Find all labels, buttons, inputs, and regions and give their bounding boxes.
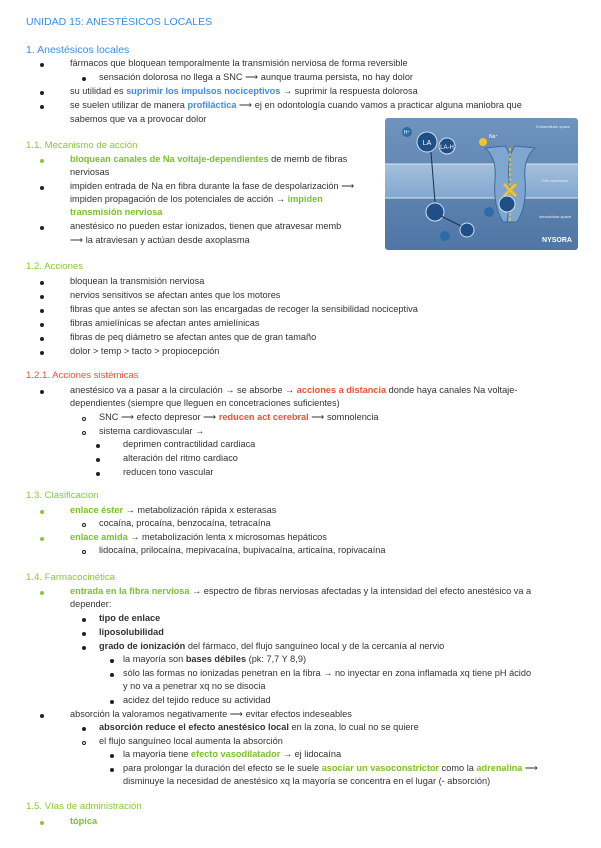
bullet bbox=[82, 618, 86, 622]
bullet bbox=[40, 323, 44, 327]
text-line: entrada en la fibra nerviosa → espectro de fibras nerviosas afectadas y la intensidad del efecto anestésico va a bbox=[70, 586, 532, 596]
bullet bbox=[110, 754, 114, 758]
list-item: alteración del ritmo cardiaco bbox=[123, 453, 238, 463]
bullet bbox=[96, 444, 100, 448]
list-item: dolor > temp > tacto > propiocepción bbox=[70, 346, 220, 356]
list-item: nervios sensitivos se afectan antes que los motores bbox=[70, 290, 281, 300]
bullet bbox=[82, 727, 86, 731]
bullet bbox=[82, 77, 86, 81]
nysora-logo: NYSORA bbox=[542, 237, 572, 244]
bullet bbox=[110, 768, 114, 772]
text-line: cocaína, procaína, benzocaína, tetracaína bbox=[99, 518, 271, 528]
bullet bbox=[40, 390, 44, 394]
bullet bbox=[40, 281, 44, 285]
bullet bbox=[40, 510, 44, 514]
document-title: UNIDAD 15: ANESTÉSICOS LOCALES bbox=[26, 16, 213, 28]
text-line: disminuye la necesidad de anestésico xq la mayoría se concentra en el lugar (- absorción) bbox=[123, 776, 491, 786]
text-line: su utilidad es suprimir los impulsos nociceptivos → suprimir la respuesta dolorosa bbox=[70, 86, 418, 96]
bullet bbox=[110, 659, 114, 663]
text-line: acidez del tejido reduce su actividad bbox=[123, 695, 271, 705]
bullet bbox=[40, 337, 44, 341]
bullet bbox=[40, 226, 44, 230]
text-line: se suelen utilizar de manera profiláctica ⟶ ej en odontología cuando vamos a practicar alguna maniobra que bbox=[70, 100, 522, 110]
text-line: para prolongar la duración del efecto se le suele asociar un vasoconstrictor como la adrenalina ⟶ bbox=[123, 763, 539, 773]
bullet bbox=[82, 646, 86, 650]
bullet bbox=[40, 351, 44, 355]
text-line: nerviosas bbox=[70, 167, 110, 177]
text-line: grado de ionización del fármaco, del flujo sanguíneo local y de la cercanía al nervio bbox=[99, 641, 445, 651]
bullet bbox=[40, 159, 44, 163]
bullet bbox=[40, 186, 44, 190]
h-label: H⁺ bbox=[403, 130, 411, 136]
bullet bbox=[40, 714, 44, 718]
list-item: deprimen contractilidad cardiaca bbox=[123, 439, 256, 449]
bullet bbox=[40, 309, 44, 313]
text-line: absorción reduce el efecto anestésico local en la zona, lo cual no se quiere bbox=[99, 722, 419, 732]
side-label-top: Extracellular space bbox=[536, 124, 570, 129]
list-item: fibras de peq diámetro se afectan antes que de gran tamaño bbox=[70, 332, 317, 342]
section-1-heading: 1. Anestésicos locales bbox=[26, 44, 130, 56]
bullet bbox=[40, 537, 44, 541]
text-line: anestésico va a pasar a la circulación → se absorbe → acciones a distancia donde haya canales Na voltaje- bbox=[70, 385, 518, 395]
text-line: impiden propagación de los potenciales de acción → impiden bbox=[70, 194, 323, 204]
sodium-channel-figure bbox=[385, 118, 578, 250]
text-line: y no va a penetrar xq no se disocia bbox=[123, 681, 266, 691]
section-1-4-heading: 1.4. Farmacocinética bbox=[26, 572, 116, 583]
bullet bbox=[40, 63, 44, 67]
bullet-hollow bbox=[82, 741, 86, 745]
text-line: sabemos que va a provocar dolor bbox=[70, 114, 207, 124]
side-label-bot: Intracellular space bbox=[538, 214, 572, 219]
list-item: reducen tono vascular bbox=[123, 467, 214, 477]
text-line: tópica bbox=[70, 816, 98, 826]
text-line: sensación dolorosa no llega a SNC ⟶ aunque trauma persista, no hay dolor bbox=[99, 72, 413, 82]
list-item: bloquean la transmisión nerviosa bbox=[70, 276, 205, 286]
la-h-label: LA-H bbox=[440, 145, 454, 151]
text-line: dependientes (siempre que lleguen en concetraciones suficientes) bbox=[70, 398, 340, 408]
text-line: enlace éster → metabolización rápida x esterasas bbox=[70, 505, 277, 515]
text-line: enlace amida → metabolización lenta x microsomas hepáticos bbox=[70, 532, 327, 542]
bullet bbox=[96, 472, 100, 476]
bullet bbox=[40, 105, 44, 109]
na-label: Na⁺ bbox=[489, 134, 499, 140]
text-line: impiden entrada de Na en fibra durante la fase de despolarización ⟶ bbox=[70, 181, 355, 191]
bullet bbox=[82, 632, 86, 636]
text-line: ⟶ la atraviesan y actúan desde axoplasma bbox=[70, 235, 250, 245]
text-line: el flujo sanguíneo local aumenta la absorción bbox=[99, 736, 283, 746]
section-1-5-heading: 1.5. Vías de administración bbox=[26, 801, 142, 812]
list-item: fibras amielínicas se afectan antes amielínicas bbox=[70, 318, 260, 328]
list-item: fibras que antes se afectan son las encargadas de recoger la sensibilidad nociceptiva bbox=[70, 304, 418, 314]
bullet-hollow bbox=[82, 417, 86, 421]
text-line: tipo de enlace bbox=[99, 613, 161, 623]
text-line: depender: bbox=[70, 599, 112, 609]
la-label: LA bbox=[422, 140, 432, 147]
section-1-2-1-heading: 1.2.1. Acciones sistémicas bbox=[26, 370, 139, 381]
section-1-3-heading: 1.3. Clasificacion bbox=[26, 490, 99, 501]
text-line: sólo las formas no ionizadas penetran en la fibra → no inyectar en zona inflamada xq tiene pH ácido bbox=[123, 668, 532, 678]
text-line: SNC ⟶ efecto depresor ⟶ reducen act cerebral ⟶ somnolencia bbox=[99, 412, 379, 422]
bullet bbox=[40, 821, 44, 825]
text-line: la mayoría son bases débiles (pk: 7,7 Y 8,9) bbox=[123, 654, 307, 664]
text-line: liposolubilidad bbox=[99, 627, 164, 637]
bullet-hollow bbox=[82, 431, 86, 435]
text-line: lidocaína, prilocaína, mepivacaína, bupivacaína, articaína, ropivacaína bbox=[99, 545, 386, 555]
bullet bbox=[40, 91, 44, 95]
side-label-mid: Cell membrane bbox=[541, 178, 569, 183]
text-line: la mayoría tiene efecto vasodilatador → ej lidocaína bbox=[123, 749, 342, 759]
sodium-channel-diagram bbox=[385, 118, 578, 250]
bullet-hollow bbox=[82, 550, 86, 554]
section-1-2-heading: 1.2. Acciones bbox=[26, 261, 84, 272]
bullet bbox=[110, 673, 114, 677]
text-line: anestésico no pueden estar ionizados, tienen que atravesar memb bbox=[70, 221, 342, 231]
text-line: bloquean canales de Na voltaje-dependientes de memb de fibras bbox=[70, 154, 348, 164]
text-line: fármacos que bloquean temporalmente la transmisión nerviosa de forma reversible bbox=[70, 58, 408, 68]
text-line: sistema cardiovascular → bbox=[99, 426, 205, 436]
bullet bbox=[96, 458, 100, 462]
bullet bbox=[40, 591, 44, 595]
text-line: absorción la valoramos negativamente ⟶ evitar efectos indeseables bbox=[70, 709, 352, 719]
bullet bbox=[110, 700, 114, 704]
bullet-hollow bbox=[82, 523, 86, 527]
section-1-1-heading: 1.1. Mecanismo de acción bbox=[26, 140, 138, 151]
text-line: transmisión nerviosa bbox=[70, 207, 163, 217]
bullet bbox=[40, 295, 44, 299]
